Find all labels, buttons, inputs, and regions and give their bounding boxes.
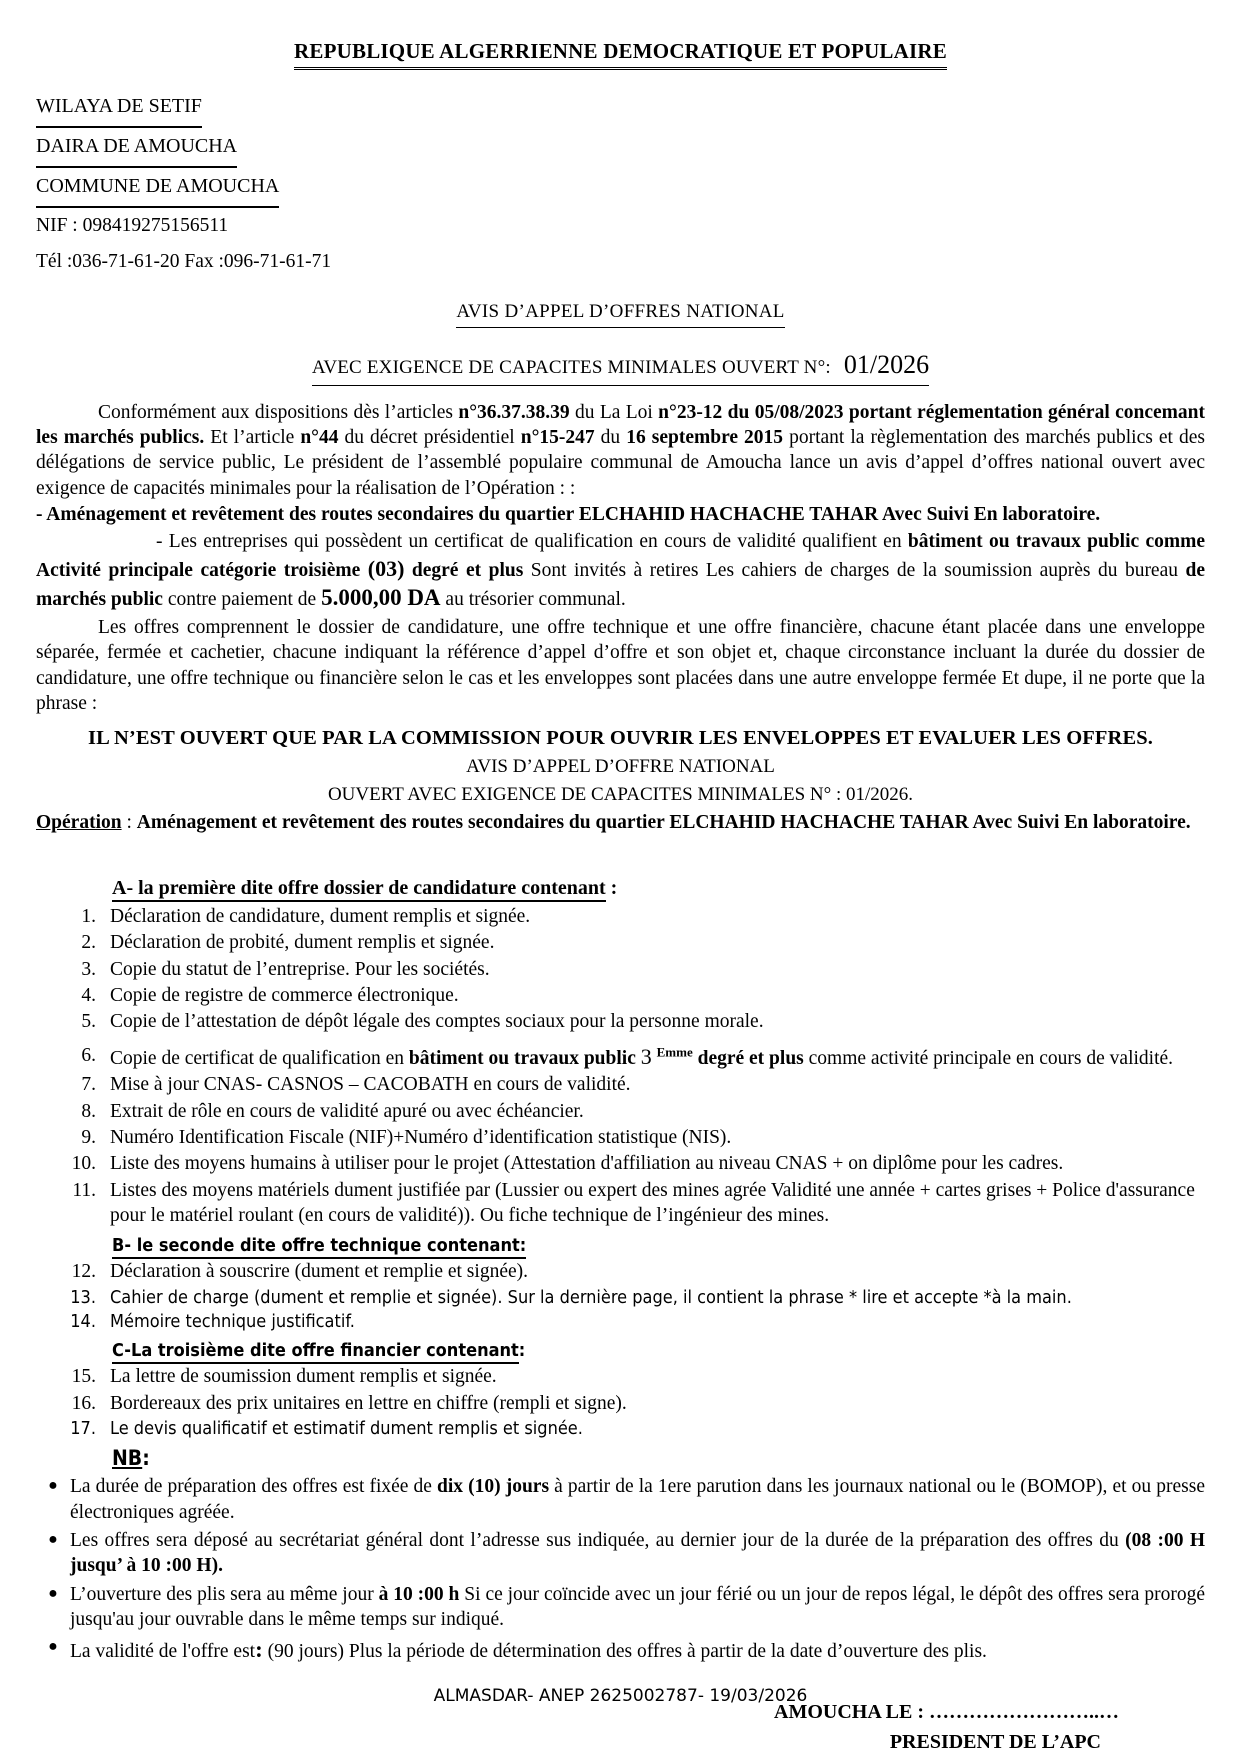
operation-dash-smallcaps: ELCHAHID HACHACHE TAHAR xyxy=(578,503,879,525)
administration-block xyxy=(36,88,1205,280)
cahier-charges-price: 5.000,00 DA xyxy=(321,585,441,611)
list-item xyxy=(36,1391,1205,1416)
list-item xyxy=(36,1310,1205,1333)
list-item xyxy=(36,957,1205,982)
list-item-number: 15. xyxy=(71,1366,96,1388)
signature-president: PRESIDENT DE L’APC xyxy=(889,1731,1101,1754)
item6-a: Copie de certificat de qualification en xyxy=(110,1047,409,1069)
section-a-list xyxy=(36,904,1205,1228)
nb2-c: Si ce jour coïncide avec un jour férié ou un jour de repos légal, le dépôt des offres sera prorogé jusqu'au jour ouvrable dans le même temps sur indiqué. xyxy=(70,1583,1206,1631)
list-item-text: Cahier de charge (dument et remplie et signée). Sur la dernière page, il contient la phrase * lire et accepte *à la main. xyxy=(110,1286,1072,1308)
bullet-icon: ● xyxy=(48,1584,58,1602)
list-item-number: 13. xyxy=(70,1286,96,1308)
intro-p1-c: du La Loi xyxy=(569,401,659,423)
nif-line: NIF : 098419275156511 xyxy=(36,214,229,236)
nb-label: NB xyxy=(112,1445,143,1470)
list-item xyxy=(36,1072,1205,1097)
list-item-text: Listes des moyens matériels dument justifiée par (Lussier ou expert des mines agrée Validité une année + cartes grises + Police d'assurance pour le matériel roulant (en cours de validité)). Ou fiche technique de l’ingénieur des mines. xyxy=(110,1179,1195,1226)
intro-article-numbers: n°36.37.38.39 xyxy=(458,401,570,423)
list-item-text xyxy=(70,1635,1205,1665)
qual-p2-g: au trésorier communal. xyxy=(440,589,626,611)
operation-dash-bold: - Aménagement et revêtement des routes secondaires du quartier xyxy=(36,503,579,525)
section-c-colon: : xyxy=(518,1340,526,1362)
nb2-a: L’ouverture des plis sera au même jour xyxy=(70,1583,379,1605)
operation-dash-line xyxy=(36,502,1205,527)
avis-title-2: AVIS D’APPEL D’OFFRE NATIONAL xyxy=(466,755,775,777)
list-item xyxy=(36,1582,1205,1633)
list-item xyxy=(36,1259,1205,1284)
list-item-text: Copie de registre de commerce électronique. xyxy=(110,984,459,1006)
tender-number-text: 01/2026 xyxy=(843,350,930,380)
nb2-opening-time: à 10 :00 h xyxy=(378,1583,460,1605)
section-c-list xyxy=(36,1364,1205,1440)
section-c-heading xyxy=(112,1339,1205,1362)
list-item xyxy=(36,1151,1205,1176)
section-a-colon: : xyxy=(605,877,618,900)
ouvert-title-2: OUVERT AVEC EXIGENCE DE CAPACITES MINIMALES N° : 01/2026. xyxy=(327,784,914,806)
qual-p2-a: - Les entreprises qui possèdent un certificat de qualification en cours de validité qualifient en xyxy=(156,531,908,553)
list-item-number: 3. xyxy=(81,958,96,980)
intro-p1-g: du décret présidentiel xyxy=(338,426,521,448)
list-item-number: 1. xyxy=(81,905,96,927)
section-b-heading-text: B- le seconde dite offre technique contenant: xyxy=(112,1235,526,1259)
list-item-text: Liste des moyens humains à utiliser pour le projet (Attestation d'affiliation au niveau CNAS + on diplôme pour les cadres. xyxy=(110,1153,1064,1175)
avis-title-text: AVIS D’APPEL D’OFFRES NATIONAL xyxy=(456,300,784,328)
signature-place-date: AMOUCHA LE : ……………………..… xyxy=(774,1701,1119,1724)
operation-description: Aménagement et revêtement des routes secondaires du quartier xyxy=(136,812,670,834)
list-item-text: Déclaration à souscrire (dument et remplie et signée). xyxy=(110,1261,528,1283)
section-a-heading-text: A- la première dite offre dossier de candidature contenant xyxy=(112,877,606,902)
list-item xyxy=(36,1099,1205,1124)
list-item-number: 8. xyxy=(81,1100,96,1122)
nb3-c: (90 jours) Plus la période de détermination des offres à partir de la date d’ouverture des plis. xyxy=(262,1641,987,1663)
list-item-number: 2. xyxy=(81,932,96,954)
list-item-number: 11. xyxy=(72,1179,96,1201)
qual-degree-plus: degré et plus xyxy=(404,559,524,581)
list-item-text xyxy=(70,1528,1205,1579)
list-item-text: Déclaration de probité, dument remplis et signée. xyxy=(110,932,495,954)
nb1-a: Les offres sera déposé au secrétariat général dont l’adresse sus indiquée, au dernier jour de la durée de la préparation des offres du xyxy=(70,1530,1126,1552)
commune-text: COMMUNE DE AMOUCHA xyxy=(36,168,279,208)
list-item-number: 14. xyxy=(70,1311,96,1333)
envelopes-paragraph: Les offres comprennent le dossier de candidature, une offre technique et une offre financière, chacune étant placée dans une enveloppe séparée, fermée et cachetier, chacune indiquant la référence d’appel d’offre et son objet et, chaque circonstance incluant la durée du dossier de candidature, une offre technique ou financière selon le cas et les enveloppes sont placées dans une autre enveloppe fermée Et dupe, il ne porte que la phrase : xyxy=(36,617,1205,715)
intro-decree-date: 16 septembre 2015 xyxy=(626,426,784,448)
list-item-number: 12. xyxy=(71,1261,96,1283)
list-item-number: 16. xyxy=(71,1392,96,1414)
nb-bullet-list xyxy=(36,1474,1205,1665)
intro-paragraph xyxy=(36,400,1205,501)
list-item-text: Le devis qualificatif et estimatif dument remplis et signée. xyxy=(110,1418,583,1440)
avec-exigence-text: AVEC EXIGENCE DE CAPACITES MINIMALES OUVERT N°: xyxy=(311,357,831,379)
list-item-text xyxy=(110,1043,1205,1072)
commune-line xyxy=(36,168,1205,208)
list-item-number: 17. xyxy=(70,1418,96,1440)
operation-description-tail: Avec Suivi En laboratoire. xyxy=(968,812,1191,834)
list-item xyxy=(36,930,1205,955)
nb0-duration: dix (10) jours xyxy=(437,1476,550,1498)
list-item-number: 4. xyxy=(81,984,96,1006)
section-c-heading-text: C-La troisième dite offre financier contenant xyxy=(112,1340,519,1364)
list-item xyxy=(36,1474,1205,1525)
list-item xyxy=(36,1009,1205,1034)
list-item-text xyxy=(70,1582,1205,1633)
tel-fax-line: Tél :036-71-61-20 Fax :096-71-61-71 xyxy=(36,250,332,272)
intro-article-44: n°44 xyxy=(300,426,339,448)
tender-number xyxy=(831,350,929,379)
daira-line xyxy=(36,128,1205,168)
operation-quarter-name: ELCHAHID HACHACHE TAHAR xyxy=(669,812,969,834)
qual-p2-d: Sont invités à retires Les cahiers de charges de la soumission auprès du bureau xyxy=(523,559,1186,581)
item6-d: comme activité principale en cours de validité. xyxy=(803,1047,1174,1069)
intro-p1-e: Et l’article xyxy=(204,426,301,448)
nb0-a: La durée de préparation des offres est fixée de xyxy=(70,1476,438,1498)
list-item-number: 5. xyxy=(81,1011,96,1033)
nb1-hours: (08 :00 H jusqu’ à 10 :00 H). xyxy=(70,1530,1206,1577)
list-item xyxy=(36,1286,1205,1309)
list-item-text xyxy=(70,1474,1205,1525)
item6-degree-number: 3 xyxy=(640,1043,652,1069)
list-item-number: 9. xyxy=(81,1126,96,1148)
section-b-list xyxy=(36,1259,1205,1333)
list-item-text: La lettre de soumission dument remplis et signée. xyxy=(110,1366,497,1388)
nb3-a: La validité de l'offre est xyxy=(70,1641,256,1663)
republic-heading-text: REPUBLIQUE ALGERRIENNE DEMOCRATIQUE ET POPULAIRE xyxy=(294,38,947,70)
avis-title xyxy=(36,300,1205,328)
operation-separator: : xyxy=(121,812,137,834)
bullet-icon: ● xyxy=(48,1477,58,1495)
nb-heading xyxy=(112,1445,1205,1472)
list-item-text: Déclaration de candidature, dument remplis et signée. xyxy=(110,905,531,927)
commission-statement: IL N’EST OUVERT QUE PAR LA COMMISSION POUR OUVRIR LES ENVELOPPES ET EVALUER LES OFFRES. xyxy=(88,726,1153,749)
section-b-heading xyxy=(112,1234,1205,1257)
operation-summary-line xyxy=(36,811,1205,836)
wilaya-line xyxy=(36,88,1205,128)
list-item-text: Extrait de rôle en cours de validité apuré ou avec échéancier. xyxy=(110,1100,584,1122)
bullet-icon: ● xyxy=(48,1638,58,1656)
item6-degree-plus: degré et plus xyxy=(692,1047,804,1069)
intro-p1-a: Conformément aux dispositions dès l’articles xyxy=(98,401,459,423)
daira-text: DAIRA DE AMOUCHA xyxy=(36,128,237,168)
item6-activity: bâtiment ou travaux public xyxy=(408,1047,641,1069)
list-item-text: Bordereaux des prix unitaires en lettre en chiffre (rempli et signe). xyxy=(110,1392,627,1414)
list-item-number: 10. xyxy=(71,1153,96,1175)
list-item xyxy=(36,1528,1205,1579)
list-item-text: Copie du statut de l’entreprise. Pour les sociétés. xyxy=(110,958,490,980)
intro-p1-k: portant la règlementation des marchés publics et des délégations de service public, Le président de l’assemblé populaire communal de Amoucha lance un avis d’appel d’offres national ouvert avec exigence de capacités minimales pour la réalisation de l’Opération : : xyxy=(36,426,1205,499)
bullet-icon: ● xyxy=(48,1531,58,1549)
list-item-text: Copie de l’attestation de dépôt légale des comptes sociaux pour la personne morale. xyxy=(110,1011,764,1033)
operation-label: Opération xyxy=(36,812,122,834)
list-item-number: 7. xyxy=(81,1074,96,1096)
list-item xyxy=(36,1125,1205,1150)
list-item-number: 6. xyxy=(81,1044,96,1066)
nb-colon: : xyxy=(142,1445,150,1470)
nb0-c: à partir de la 1ere parution dans les journaux national ou le (BOMOP), et ou presse électroniques agréée. xyxy=(70,1476,1205,1523)
list-item-text: Numéro Identification Fiscale (NIF)+Numéro d’identification statistique (NIS). xyxy=(110,1126,732,1148)
avec-exigence-inner xyxy=(312,348,929,385)
qual-bureau-bold: de marchés public xyxy=(36,559,1205,611)
intro-law-ref: n°23-12 du 05/08/2023 portant réglementation général concemant les marchés publics. xyxy=(36,401,1205,448)
list-item xyxy=(36,983,1205,1008)
list-item xyxy=(36,904,1205,929)
list-item xyxy=(36,1364,1205,1389)
item6-degree-suffix: Emme xyxy=(656,1044,693,1060)
section-a-heading xyxy=(112,876,1205,902)
nb3-colon: : xyxy=(255,1637,263,1663)
list-item xyxy=(36,1043,1205,1072)
list-item-text: Mise à jour CNAS- CASNOS – CACOBATH en cours de validité. xyxy=(110,1074,631,1096)
avec-exigence-title xyxy=(36,348,1205,385)
list-item xyxy=(36,1417,1205,1440)
qual-degree-03: (03) xyxy=(367,555,405,581)
intro-decree-ref: n°15-247 xyxy=(520,426,595,448)
operation-dash-tail: Avec Suivi En laboratoire. xyxy=(878,503,1101,525)
qual-p2-f: contre paiement de xyxy=(162,589,322,611)
intro-p1-i: du xyxy=(594,426,627,448)
footer-anep: ALMASDAR- ANEP 2625002787- 19/03/2026 xyxy=(433,1686,808,1707)
qual-activity-bold: bâtiment ou travaux public comme Activité principale catégorie troisième xyxy=(36,531,1206,581)
republic-heading xyxy=(36,38,1205,70)
qualification-paragraph xyxy=(36,529,1205,613)
list-item-text: Mémoire technique justificatif. xyxy=(110,1311,355,1333)
wilaya-text: WILAYA DE SETIF xyxy=(36,88,202,128)
list-item xyxy=(36,1178,1205,1229)
list-item xyxy=(36,1635,1205,1665)
